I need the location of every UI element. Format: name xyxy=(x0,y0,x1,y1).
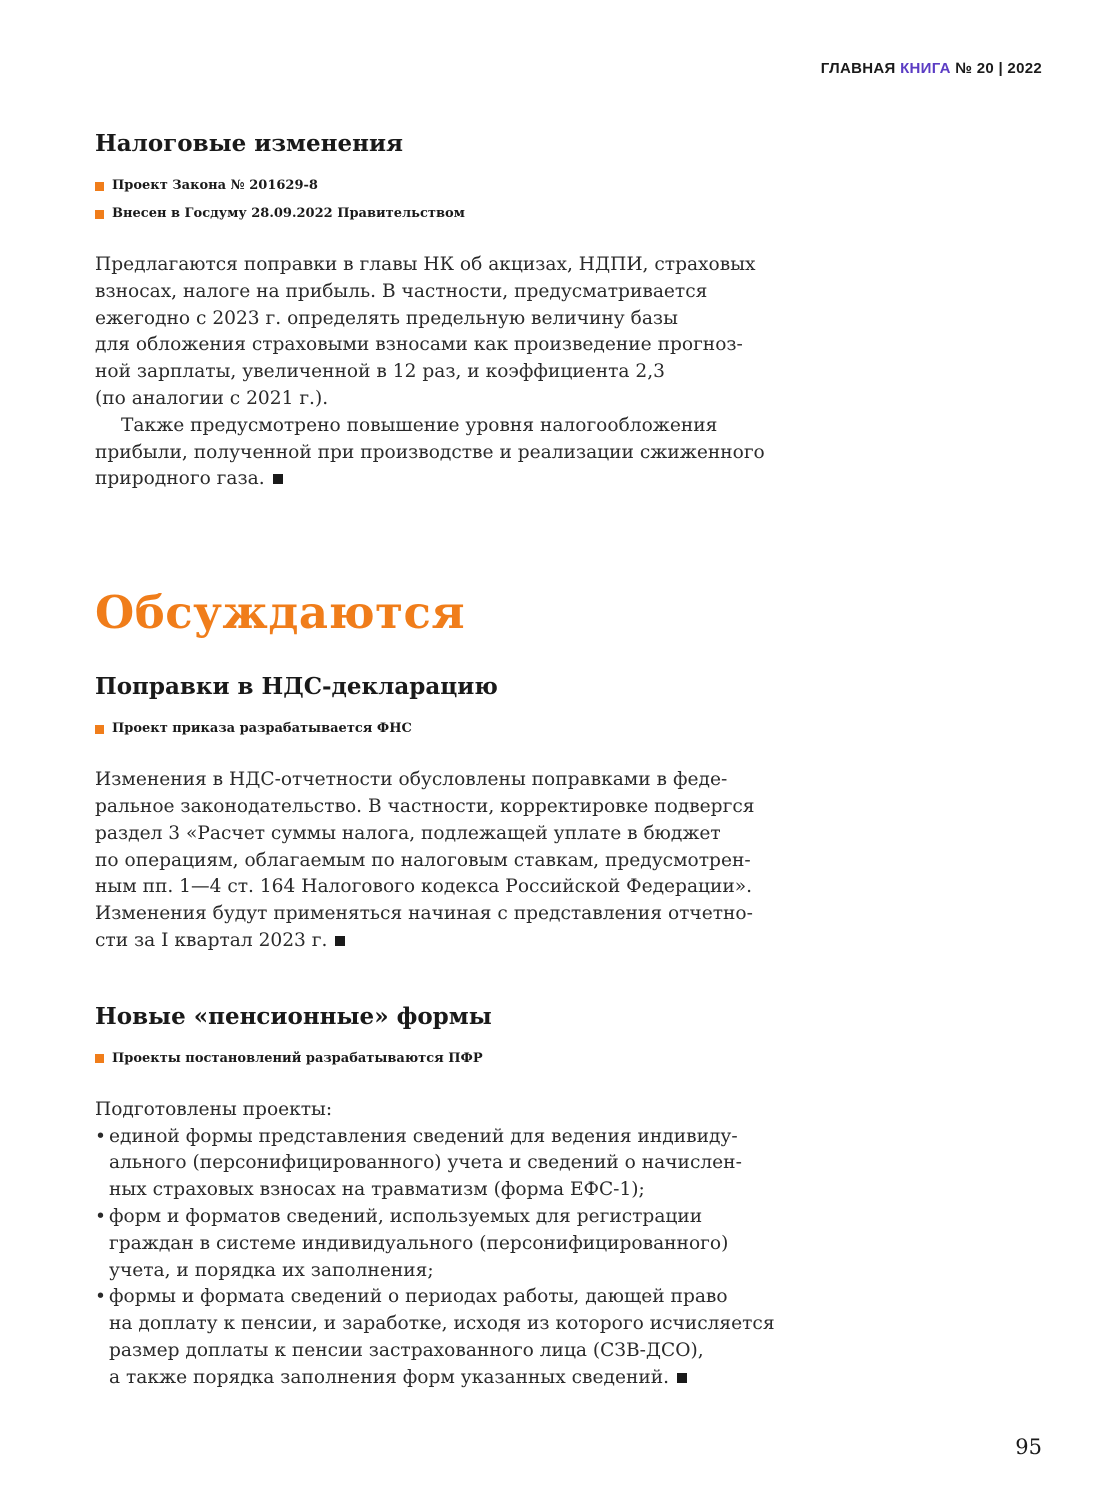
meta-text: Внесен в Госдуму 28.09.2022 Правительством xyxy=(112,206,465,221)
meta-line xyxy=(95,715,785,743)
pension-section xyxy=(95,1001,785,1392)
brand-name: ГЛАВНАЯ xyxy=(820,60,896,77)
orange-square-icon xyxy=(95,182,104,191)
text-line: ной зарплаты, увеличенной в 12 раз, и коэффициента 2,3 xyxy=(95,361,665,383)
article-content xyxy=(95,128,785,1392)
text-line: раздел 3 «Расчет суммы налога, подлежащей уплате в бюджет xyxy=(95,822,721,844)
pension-bullet-list xyxy=(95,1124,785,1392)
end-mark-icon xyxy=(273,474,283,484)
text-line: (по аналогии с 2021 г.). xyxy=(95,387,329,409)
brand-name-accent: КНИГА xyxy=(900,60,951,77)
text-line: учета, и порядка их заполнения; xyxy=(109,1259,434,1281)
text-line: Изменения в НДС-отчетности обусловлены поправками в феде- xyxy=(95,769,728,791)
meta-line xyxy=(95,200,785,228)
orange-square-icon xyxy=(95,725,104,734)
vat-title: Поправки в НДС-декларацию xyxy=(95,673,498,701)
text-line: Изменения будут применяться начиная с представления отчетно- xyxy=(95,903,753,925)
vat-paragraph xyxy=(95,767,785,955)
text-line: • форм и форматов сведений, используемых для регистрации xyxy=(109,1205,703,1227)
meta-line xyxy=(95,1045,785,1073)
pension-intro: Подготовлены проекты: xyxy=(95,1098,333,1120)
meta-text: Проект Закона № 201629-8 xyxy=(112,178,318,193)
masthead xyxy=(821,60,1042,77)
issue-number: № 20 | 2022 xyxy=(955,60,1042,77)
section-heading: Обсуждаются xyxy=(95,586,466,640)
end-mark-icon xyxy=(335,936,345,946)
text-line: • единой формы представления сведений для ведения индивиду- xyxy=(109,1125,738,1147)
text-line xyxy=(95,928,785,955)
meta-text: Проекты постановлений разрабатываются ПФР xyxy=(112,1050,483,1066)
pension-title: Новые «пенсионные» формы xyxy=(95,1002,492,1030)
text-line: ральное законодательство. В частности, корректировке подвергся xyxy=(95,795,755,817)
list-item xyxy=(95,1284,785,1391)
text-line: взносах, налоге на прибыль. В частности, предусматривается xyxy=(95,280,708,302)
meta-line xyxy=(95,172,785,200)
text-line-content: природного газа. xyxy=(95,468,265,490)
vat-section xyxy=(95,671,785,955)
tax-changes-title: Налоговые изменения xyxy=(95,130,404,157)
text-line: размер доплаты к пенсии застрахованного лица (СЗВ-ДСО), xyxy=(109,1339,704,1361)
list-item xyxy=(95,1124,785,1204)
text-line: ежегодно с 2023 г. определять предельную величину базы xyxy=(95,307,678,329)
page-number: 95 xyxy=(1015,1435,1042,1459)
text-line xyxy=(109,1365,785,1392)
tax-changes-section xyxy=(95,128,785,493)
text-line xyxy=(95,466,785,493)
text-line: прибыли, полученной при производстве и реализации сжиженного xyxy=(95,441,765,463)
text-line: ным пп. 1—4 ст. 164 Налогового кодекса Российской Федерации». xyxy=(95,876,753,898)
text-line: Также предусмотрено повышение уровня налогообложения xyxy=(121,414,718,436)
text-line: на доплату к пенсии, и заработке, исходя из которого исчисляется xyxy=(109,1313,775,1335)
text-line: ных страховых взносах на травматизм (форма ЕФС-1); xyxy=(109,1179,645,1201)
tax-changes-paragraph-1 xyxy=(95,252,785,413)
meta-text: Проект приказа разрабатывается ФНС xyxy=(112,721,412,737)
orange-square-icon xyxy=(95,1054,104,1063)
text-line-content: а также порядка заполнения форм указанных сведений. xyxy=(109,1366,670,1388)
end-mark-icon xyxy=(677,1373,687,1383)
orange-square-icon xyxy=(95,210,104,219)
tax-changes-paragraph-2 xyxy=(95,413,785,493)
text-line: ального (персонифицированного) учета и сведений о начислен- xyxy=(109,1152,742,1174)
text-line: для обложения страховыми взносами как произведение прогноз- xyxy=(95,334,743,356)
text-line: граждан в системе индивидуального (персонифицированного) xyxy=(109,1232,729,1254)
text-line: • формы и формата сведений о периодах работы, дающей право xyxy=(109,1286,728,1308)
text-line: по операциям, облагаемым по налоговым ставкам, предусмотрен- xyxy=(95,849,751,871)
text-line-content: сти за I квартал 2023 г. xyxy=(95,929,328,951)
text-line: Предлагаются поправки в главы НК об акцизах, НДПИ, страховых xyxy=(95,254,756,275)
list-item xyxy=(95,1204,785,1284)
